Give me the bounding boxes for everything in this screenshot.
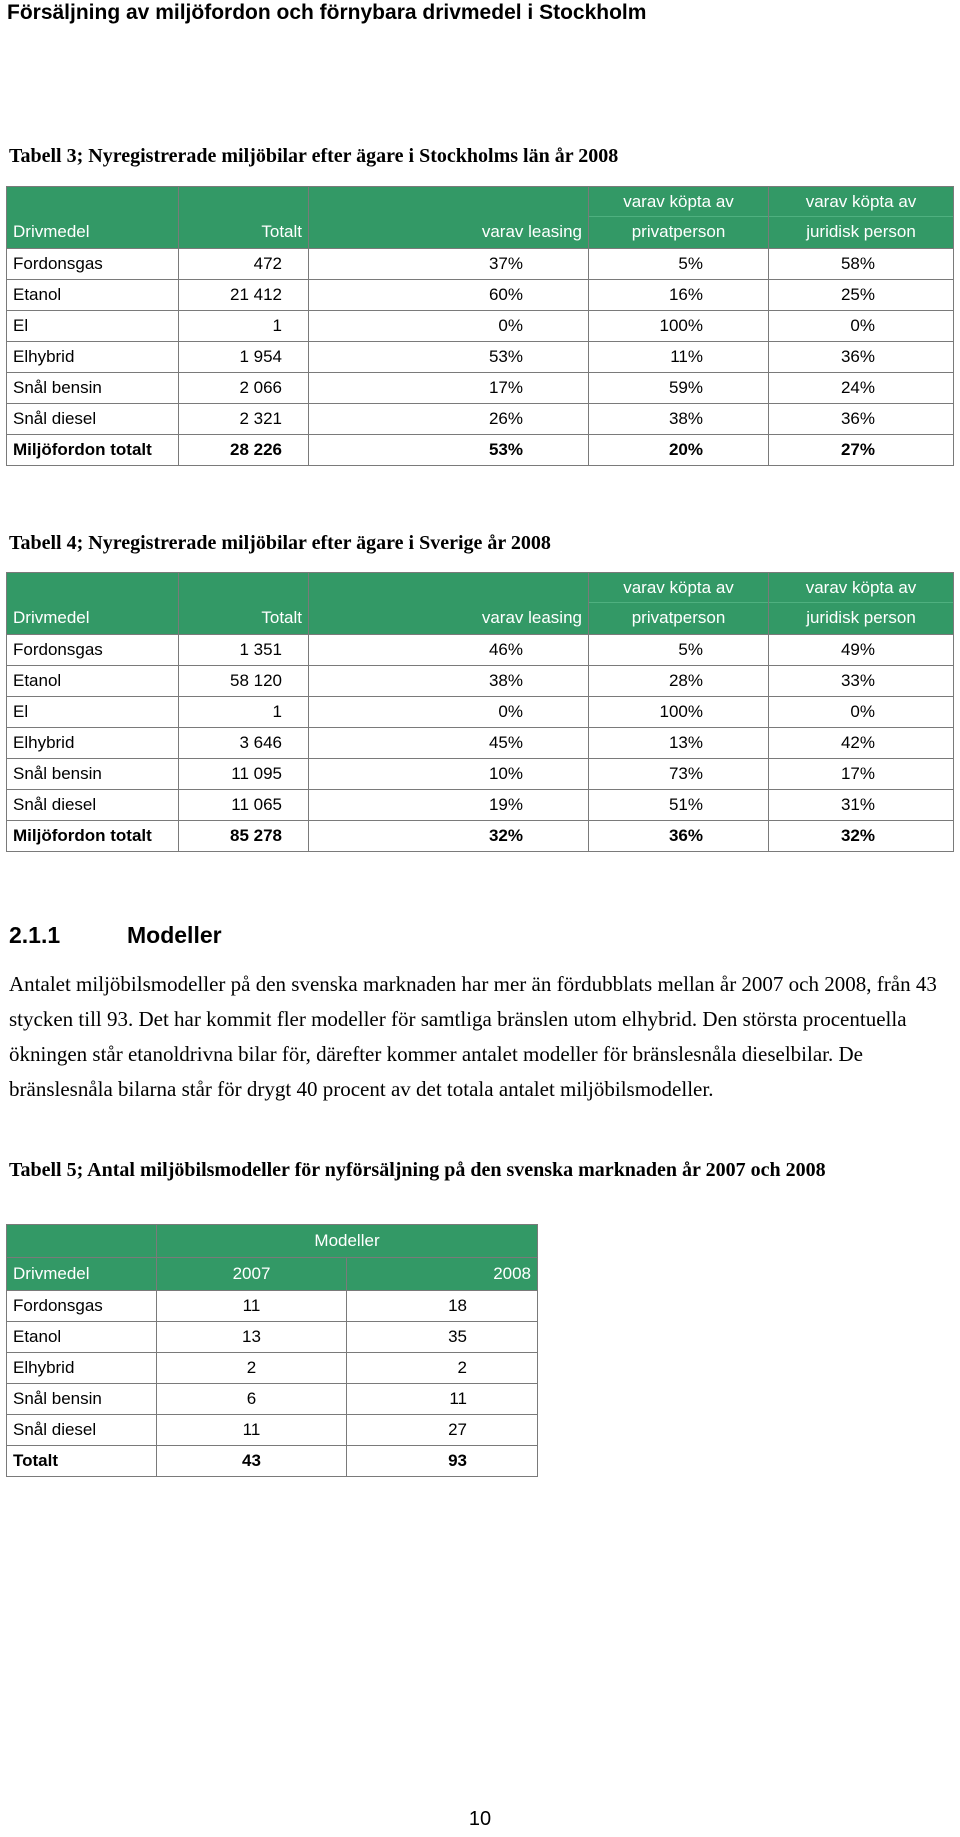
page-header: Försäljning av miljöfordon och förnybara drivmedel i Stockholm [7, 1, 647, 24]
table-cell: 3 646 [179, 728, 309, 759]
table-cell: 2 066 [179, 373, 309, 404]
table-cell: 11 095 [179, 759, 309, 790]
page-number: 10 [468, 1808, 492, 1830]
table-cell: 13% [589, 728, 769, 759]
table-row [7, 373, 954, 404]
table-cell: 17% [309, 373, 589, 404]
table4 [6, 572, 954, 852]
table4-header-juridisk [769, 573, 954, 635]
table-cell: 32% [309, 821, 589, 852]
table-cell: Snål diesel [7, 790, 179, 821]
table4-header-privatperson [589, 573, 769, 635]
table3-caption: Tabell 3; Nyregistrerade miljöbilar efter ägare i Stockholms län år 2008 [9, 145, 619, 167]
table-cell: 32% [769, 821, 954, 852]
table-cell: Fordonsgas [7, 249, 179, 280]
table-cell: 35 [347, 1322, 538, 1353]
table4-header-totalt: Totalt [179, 573, 309, 635]
table4-header-privatperson-line2: privatperson [631, 608, 726, 627]
section-number: 2.1.1 [9, 922, 61, 948]
table-row [7, 666, 954, 697]
table-cell: 73% [589, 759, 769, 790]
table-cell: Elhybrid [7, 728, 179, 759]
table-cell: 11 065 [179, 790, 309, 821]
table-cell: 2 [347, 1353, 538, 1384]
table-cell: 28 226 [179, 435, 309, 466]
table-cell: 5% [589, 635, 769, 666]
table-cell: 37% [309, 249, 589, 280]
table-cell: Snål bensin [7, 759, 179, 790]
table3-header-juridisk-line2: juridisk person [806, 222, 916, 241]
table-cell: 13 [157, 1322, 347, 1353]
table-cell: 43 [157, 1446, 347, 1477]
table-cell: 0% [769, 311, 954, 342]
table-cell: Etanol [7, 280, 179, 311]
table-cell: 45% [309, 728, 589, 759]
table-cell: 2 321 [179, 404, 309, 435]
table-total-row [7, 821, 954, 852]
table-cell: 60% [309, 280, 589, 311]
table-cell: 31% [769, 790, 954, 821]
table3-header-leasing: varav leasing [309, 187, 589, 249]
table5-caption: Tabell 5; Antal miljöbilsmodeller för nyförsäljning på den svenska marknaden år 2007 och 2008 [9, 1159, 826, 1181]
table-cell: Miljöfordon totalt [7, 435, 179, 466]
table3-header-privatperson [589, 187, 769, 249]
table4-header-juridisk-line2: juridisk person [806, 608, 916, 627]
table-row [7, 728, 954, 759]
table-cell: 58 120 [179, 666, 309, 697]
table3-header-privatperson-line2: privatperson [631, 222, 726, 241]
table-cell: 27% [769, 435, 954, 466]
section-body: Antalet miljöbilsmodeller på den svenska marknaden har mer än fördubblats mellan år 2007 och 2008, från 43 stycken till 93. Det har kommit fler modeller för samtliga bränslen utom elhybrid. Den största procentuella ökningen står etanoldrivna bilar för, därefter kommer antalet modeller för bränslesnåla dieselbilar. De bränslesnåla bilarna står för drygt 40 procent av det totala antalet miljöbilsmodeller. [9, 972, 937, 1101]
table-row [7, 635, 954, 666]
table-row [7, 759, 954, 790]
table-cell: 472 [179, 249, 309, 280]
table-cell: 59% [589, 373, 769, 404]
table-cell: 19% [309, 790, 589, 821]
table-cell: 11% [589, 342, 769, 373]
table4-body [7, 635, 954, 852]
table-cell: Fordonsgas [7, 1291, 157, 1322]
table-cell: 38% [589, 404, 769, 435]
table-total-row [7, 1446, 538, 1477]
table-cell: Miljöfordon totalt [7, 821, 179, 852]
table-cell: 36% [769, 342, 954, 373]
table5-header-2007: 2007 [157, 1258, 347, 1291]
table-cell: 36% [589, 821, 769, 852]
table3-header-juridisk [769, 187, 954, 249]
table-cell: El [7, 311, 179, 342]
table-total-row [7, 435, 954, 466]
table-cell: 53% [309, 342, 589, 373]
table-row [7, 697, 954, 728]
table5 [6, 1224, 538, 1477]
table-row [7, 1353, 538, 1384]
table-cell: 1 954 [179, 342, 309, 373]
table-cell: Elhybrid [7, 1353, 157, 1384]
table-cell: 0% [769, 697, 954, 728]
table-cell: Snål diesel [7, 1415, 157, 1446]
table-cell: 24% [769, 373, 954, 404]
table-cell: 53% [309, 435, 589, 466]
table5-header-drivmedel: Drivmedel [7, 1258, 157, 1291]
table-cell: El [7, 697, 179, 728]
table4-header-leasing: varav leasing [309, 573, 589, 635]
table-row [7, 1322, 538, 1353]
table-cell: Etanol [7, 666, 179, 697]
table-cell: 93 [347, 1446, 538, 1477]
table-cell: 2 [157, 1353, 347, 1384]
table-row [7, 790, 954, 821]
table-cell: 1 351 [179, 635, 309, 666]
table3-header-privatperson-line1: varav köpta av [589, 187, 768, 217]
table-cell: 18 [347, 1291, 538, 1322]
table-cell: 17% [769, 759, 954, 790]
table-row [7, 342, 954, 373]
section-title: Modeller [127, 922, 222, 948]
table5-header-modeller: Modeller [157, 1225, 538, 1258]
table-cell: Elhybrid [7, 342, 179, 373]
table4-header-drivmedel: Drivmedel [7, 573, 179, 635]
table-row [7, 1291, 538, 1322]
table4-header-privatperson-line1: varav köpta av [589, 573, 768, 603]
table-row [7, 249, 954, 280]
table-cell: 10% [309, 759, 589, 790]
table-cell: 26% [309, 404, 589, 435]
table-cell: 51% [589, 790, 769, 821]
table-cell: 11 [157, 1415, 347, 1446]
table-cell: 1 [179, 697, 309, 728]
table3-header-juridisk-line1: varav köpta av [769, 187, 953, 217]
table-cell: Etanol [7, 1322, 157, 1353]
table5-header-2008: 2008 [347, 1258, 538, 1291]
table-cell: Snål diesel [7, 404, 179, 435]
table-cell: 11 [347, 1384, 538, 1415]
table-cell: 5% [589, 249, 769, 280]
table3 [6, 186, 954, 466]
table3-body [7, 249, 954, 466]
table-cell: Fordonsgas [7, 635, 179, 666]
table-cell: 46% [309, 635, 589, 666]
table-cell: 0% [309, 697, 589, 728]
table-row [7, 1384, 538, 1415]
table3-header-totalt: Totalt [179, 187, 309, 249]
section-heading [9, 920, 222, 950]
table-cell: 6 [157, 1384, 347, 1415]
table-cell: 85 278 [179, 821, 309, 852]
table-cell: 36% [769, 404, 954, 435]
table-row [7, 311, 954, 342]
table-cell: 27 [347, 1415, 538, 1446]
table5-header-empty [7, 1225, 157, 1258]
table-cell: 100% [589, 697, 769, 728]
table5-body [7, 1291, 538, 1477]
table-cell: 20% [589, 435, 769, 466]
table-cell: Totalt [7, 1446, 157, 1477]
table-cell: 28% [589, 666, 769, 697]
table-cell: 21 412 [179, 280, 309, 311]
table4-header-juridisk-line1: varav köpta av [769, 573, 953, 603]
table-cell: Snål bensin [7, 373, 179, 404]
table-cell: 16% [589, 280, 769, 311]
table4-caption: Tabell 4; Nyregistrerade miljöbilar efter ägare i Sverige år 2008 [9, 532, 551, 554]
table-cell: 38% [309, 666, 589, 697]
table-row [7, 280, 954, 311]
table-cell: 100% [589, 311, 769, 342]
table3-header-drivmedel: Drivmedel [7, 187, 179, 249]
table-cell: 33% [769, 666, 954, 697]
table-row [7, 1415, 538, 1446]
table-cell: 58% [769, 249, 954, 280]
table-row [7, 404, 954, 435]
table-cell: 49% [769, 635, 954, 666]
table-cell: 11 [157, 1291, 347, 1322]
table-cell: 25% [769, 280, 954, 311]
table-cell: Snål bensin [7, 1384, 157, 1415]
table-cell: 1 [179, 311, 309, 342]
table-cell: 42% [769, 728, 954, 759]
table-cell: 0% [309, 311, 589, 342]
